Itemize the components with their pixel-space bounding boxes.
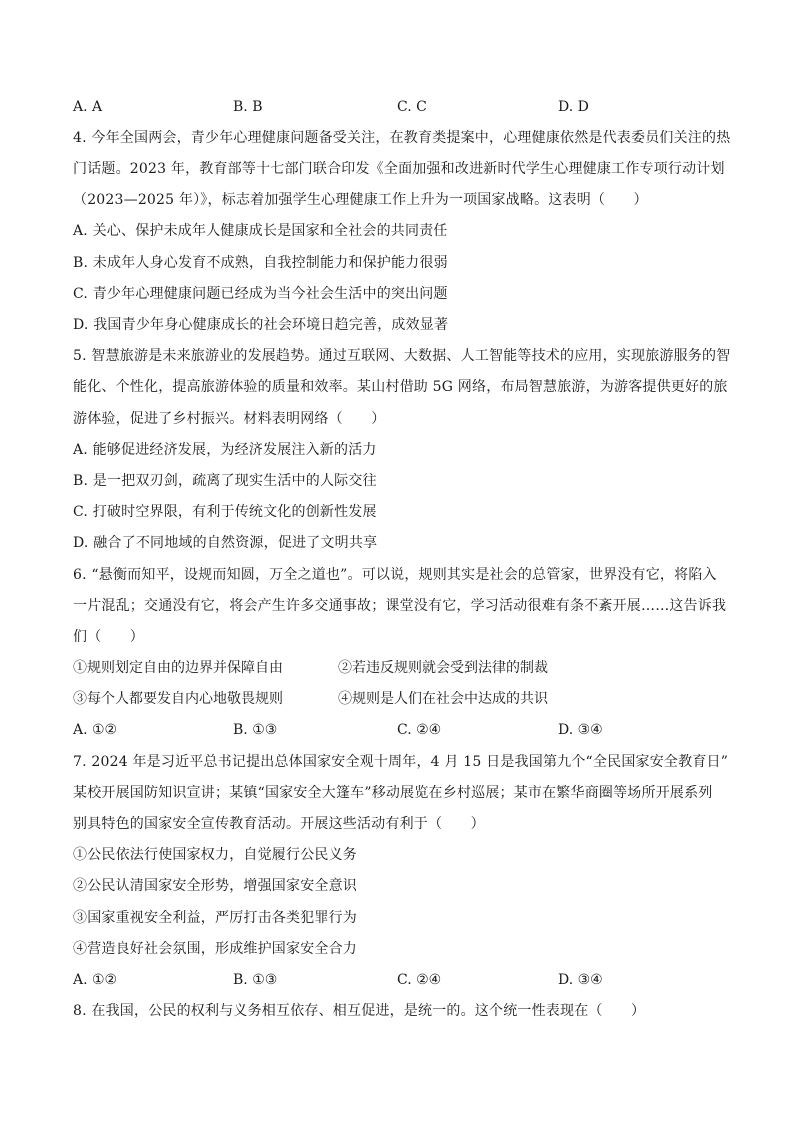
q4-option-a: A. 关心、保护未成年人健康成长是国家和全社会的共同责任 [73,223,448,239]
q6-statement-3: ③每个人都要发自内心地敬畏规则 [73,691,283,707]
q5-option-c: C. 打破时空界限，有利于传统文化的创新性发展 [73,504,377,520]
q7-stem-line: 7. 2024 年是习近平总书记提出总体国家安全观十周年，4 月 15 日是我国第九个“全民国家安全教育日” [73,754,729,770]
q7-option-b: B. ①③ [233,972,278,988]
q5-stem-line: 5. 智慧旅游是未来旅游业的发展趋势。通过互联网、大数据、人工智能等技术的应用，实现旅游服务的智 [73,348,731,364]
q7-statement-3: ③国家重视安全利益，严厉打击各类犯罪行为 [73,910,357,926]
q8-stem-line: 8. 在我国，公民的权利与义务相互依存、相互促进，是统一的。这个统一性表现在（ ） [73,1003,646,1019]
q3-option-d: D. D [558,99,589,115]
q4-option-c: C. 青少年心理健康问题已经成为当今社会生活中的突出问题 [73,286,448,302]
q6-stem-line: 一片混乱；交通没有它，将会产生许多交通事故；课堂没有它，学习活动很难有条不紊开展……这告诉我 [73,598,727,614]
q5-option-a: A. 能够促进经济发展，为经济发展注入新的活力 [73,442,377,458]
q3-option-b: B. B [233,99,263,115]
q6-option-a: A. ①② [73,722,118,738]
q3-option-c: C. C [397,99,427,115]
q7-statement-4: ④营造良好社会氛围，形成维护国家安全合力 [73,941,357,957]
q6-option-d: D. ③④ [558,722,603,738]
q7-statement-1: ①公民依法行使国家权力，自觉履行公民义务 [73,847,357,863]
q7-stem-line: 某校开展国防知识宣讲；某镇“国家安全大篷车”移动展览在乡村巡展；某市在繁华商圈等场所开展系列 [73,785,713,801]
q3-option-a: A. A [73,99,103,115]
q4-stem-line: （2023—2025 年）》，标志着加强学生心理健康工作上升为一项国家战略。这表明（ ） [73,192,648,208]
q5-option-b: B. 是一把双刃剑，疏离了现实生活中的人际交往 [73,473,377,489]
q6-statement-4: ④规则是人们在社会中达成的共识 [338,691,548,707]
q5-option-d: D. 融合了不同地域的自然资源，促进了文明共享 [73,535,378,551]
q6-stem-line: 们（ ） [73,629,144,645]
q5-stem-line: 游体验，促进了乡村振兴。材料表明网络（ ） [73,411,386,427]
q4-stem-line: 4. 今年全国两会，青少年心理健康问题备受关注，在教育类提案中，心理健康依然是代表委员们关注的热 [73,130,731,146]
q7-option-c: C. ②④ [397,972,442,988]
q5-stem-line: 能化、个性化，提高旅游体验的质量和效率。某山村借助 5G 网络，布局智慧旅游，为游客提供更好的旅 [73,379,728,395]
q6-option-b: B. ①③ [233,722,278,738]
q7-statement-2: ②公民认清国家安全形势，增强国家安全意识 [73,878,357,894]
q4-option-d: D. 我国青少年身心健康成长的社会环境日趋完善，成效显著 [73,317,449,333]
q6-statement-2: ②若违反规则就会受到法律的制裁 [338,660,548,676]
q6-option-c: C. ②④ [397,722,442,738]
q7-stem-line: 别具特色的国家安全宣传教育活动。开展这些活动有利于（ ） [73,816,485,832]
q6-statement-1: ①规则划定自由的边界并保障自由 [73,660,283,676]
q7-option-d: D. ③④ [558,972,603,988]
q4-stem-line: 门话题。2023 年，教育部等十七部门联合印发《全面加强和改进新时代学生心理健康工作专项行动计划 [73,161,725,177]
q4-option-b: B. 未成年人身心发育不成熟，自我控制能力和保护能力很弱 [73,255,448,271]
q6-stem-line: 6. “悬衡而知平，设规而知圆，万全之道也”。可以说，规则其实是社会的总管家，世界没有它，将陷入 [73,567,717,583]
q7-option-a: A. ①② [73,972,118,988]
